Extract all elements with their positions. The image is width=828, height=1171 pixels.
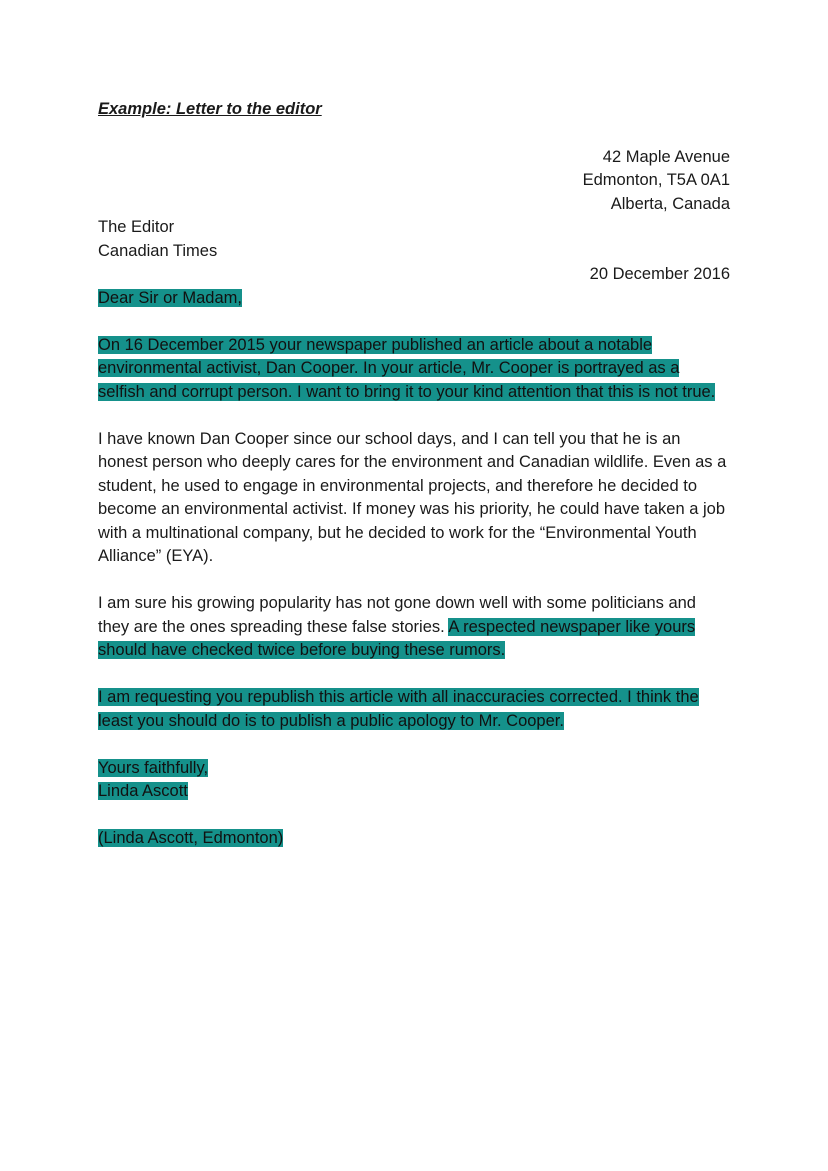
paragraph-1 <box>98 334 730 405</box>
closing-line-1: Yours faithfully, <box>98 758 209 777</box>
recipient-line-1: The Editor <box>98 218 175 236</box>
paragraph-4-text: I am requesting you republish this article with all inaccuracies corrected. I think the least you should do is to publish a public apology to Mr. Cooper. <box>98 688 699 730</box>
recipient-line-2: Canadian Times <box>98 241 218 260</box>
paragraph-3-plain-text: I am sure his growing popularity has not gone down well with some politicians and they are the ones spreading these false stories. <box>98 594 696 636</box>
paragraph-1-text: On 16 December 2015 your newspaper published an article about a notable environmental activist, Dan Cooper. In your article, Mr. Cooper is portrayed as a selfish and corrupt person. I want to bring it to your kind attention that this is not true. <box>98 335 716 401</box>
letter-body <box>98 98 730 851</box>
document-heading: Example: Letter to the editor <box>98 100 322 118</box>
letter-date: 20 December 2016 <box>589 265 730 283</box>
sender-address-line-1: 42 Maple Avenue <box>602 147 730 166</box>
closing-line-2: Linda Ascott <box>98 782 188 800</box>
salutation <box>98 287 730 311</box>
paragraph-3 <box>98 592 730 663</box>
sender-address-line-3: Alberta, Canada <box>610 194 730 213</box>
signature <box>98 827 730 851</box>
paragraph-4 <box>98 686 730 733</box>
paragraph-3-highlight-text: A respected newspaper like yours should have checked twice before buying these rumors. <box>98 617 696 659</box>
salutation-text: Dear Sir or Madam, <box>98 288 242 307</box>
sender-address <box>98 146 730 217</box>
recipient-address <box>98 216 730 263</box>
sender-address-line-2: Edmonton, T5A 0A1 <box>582 171 730 189</box>
signature-text: (Linda Ascott, Edmonton) <box>98 829 284 847</box>
paragraph-2: I have known Dan Cooper since our school days, and I can tell you that he is an honest person who deeply cares for the environment and Canadian wildlife. Even as a student, he used to engage in environmental projects, and therefore he decided to become an environmental activist. If money was his priority, he could have taken a job with a multinational company, but he decided to work for the “Environmental Youth Alliance” (EYA). <box>98 429 727 565</box>
closing <box>98 757 730 804</box>
